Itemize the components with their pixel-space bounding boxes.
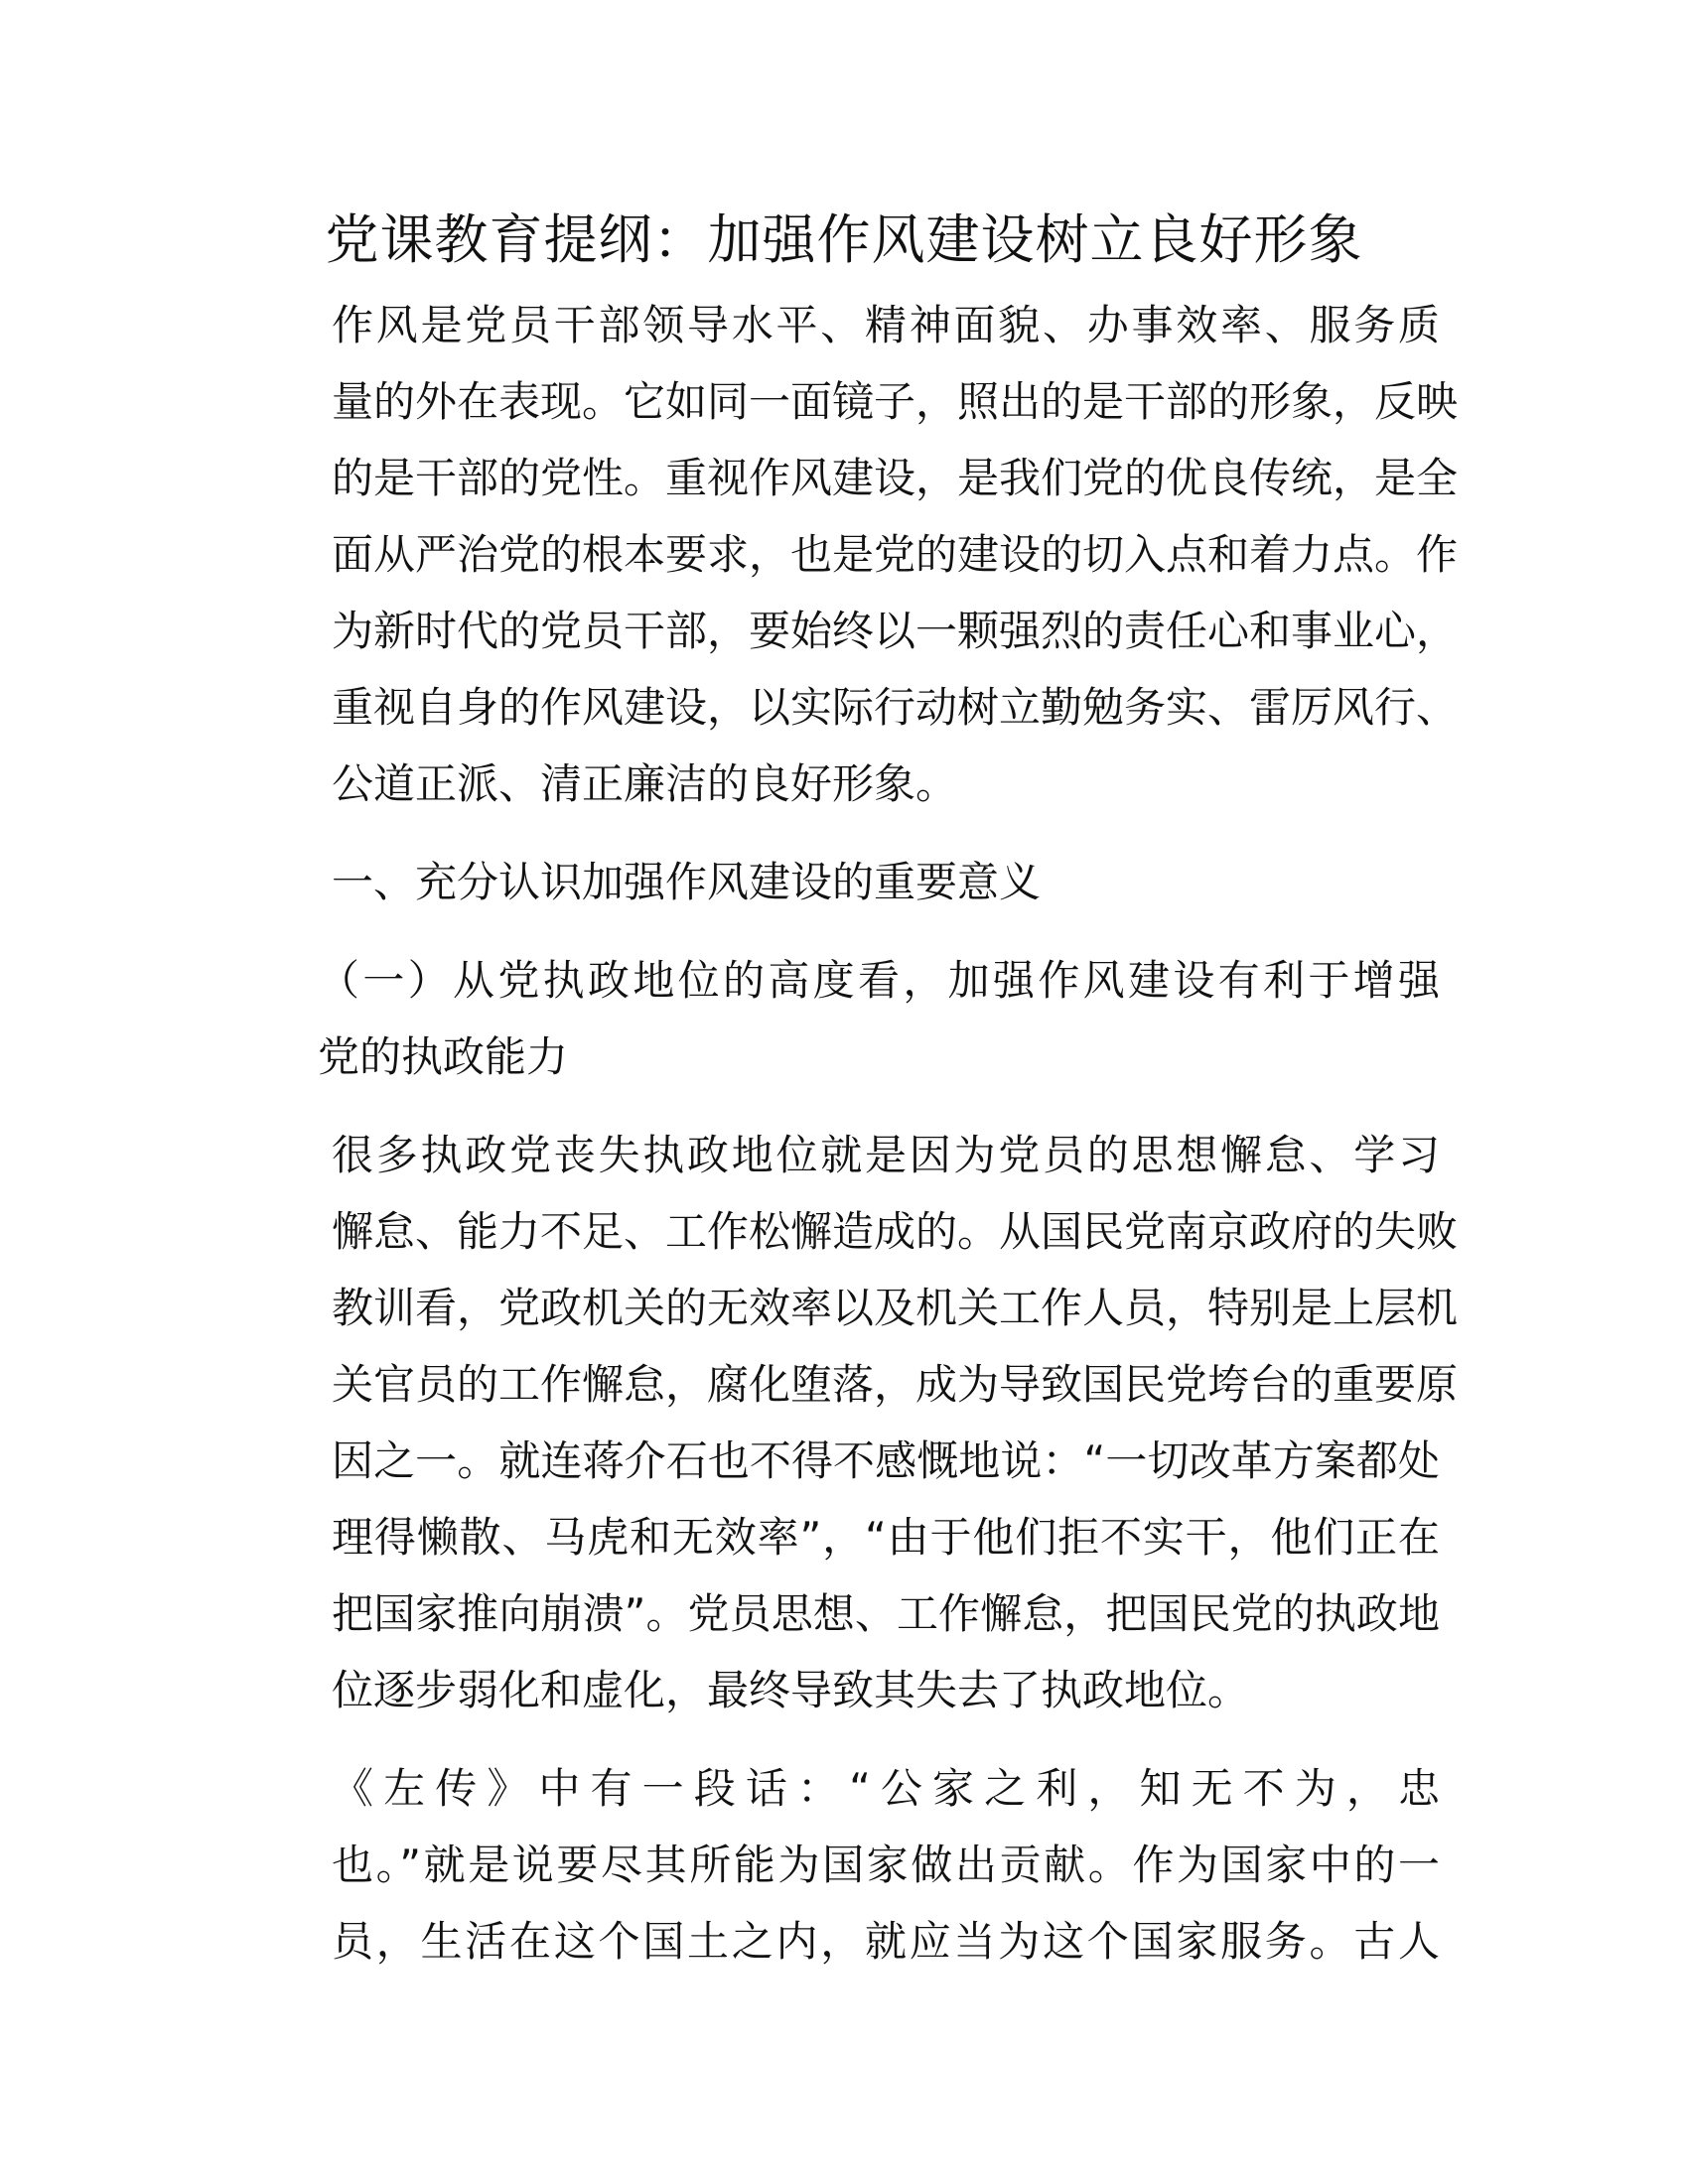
paragraph-line: 把国家推向崩溃”。党员思想、工作懈怠，把国民党的执政地 [332,1589,1440,1638]
paragraph-line: 理得懒散、马虎和无效率”，“由于他们拒不实干，他们正在 [332,1513,1440,1562]
paragraph-line: 教训看，党政机关的无效率以及机关工作人员，特别是上层机 [332,1284,1459,1332]
body-paragraph-1 [248,1117,1459,1728]
document-page [248,204,1459,1979]
paragraph-line: 公道正派、清正廉洁的良好形象。 [332,759,958,808]
paragraph-line: 重视自身的作风建设，以实际行动树立勤勉务实、雷厉风行、 [332,683,1459,732]
paragraph-line: 懈怠、能力不足、工作松懈造成的。从国民党南京政府的失败 [332,1207,1459,1256]
paragraph-line: 也。”就是说要尽其所能为国家做出贡献。作为国家中的一 [332,1841,1440,1889]
paragraph-line: 很多执政党丧失执政地位就是因为党员的思想懈怠、学习 [332,1131,1440,1179]
paragraph-line: 量的外在表现。它如同一面镜子，照出的是干部的形象，反映 [332,377,1459,426]
document-title: 党课教育提纲：加强作风建设树立良好形象 [325,208,1363,271]
section-heading: 一、充分认识加强作风建设的重要意义 [332,858,1042,906]
paragraph-line: 关官员的工作懈怠，腐化堕落，成为导致国民党垮台的重要原 [332,1360,1459,1409]
paragraph-line: 的是干部的党性。重视作风建设，是我们党的优良传统，是全 [332,454,1459,502]
subheading-line: （一）从党执政地位的高度看，加强作风建设有利于增强 [318,956,1440,1005]
paragraph-line: 因之一。就连蒋介石也不得不感慨地说：“一切改革方案都处 [332,1436,1440,1485]
paragraph-line: 位逐步弱化和虚化，最终导致其失去了执政地位。 [332,1666,1250,1714]
body-paragraph-2 [248,1750,1440,1979]
subsection-heading [248,942,1440,1095]
paragraph-line: 面从严治党的根本要求，也是党的建设的切入点和着力点。作 [332,530,1459,579]
paragraph-line: 作风是党员干部领导水平、精神面貌、办事效率、服务质 [332,301,1440,349]
subheading-line: 党的执政能力 [318,1032,569,1081]
paragraph-line: 员，生活在这个国土之内，就应当为这个国家服务。古人 [332,1917,1440,1966]
intro-paragraph [248,287,1459,822]
paragraph-line: 《左传》中有一段话：“公家之利，知无不为，忠 [332,1764,1440,1813]
paragraph-line: 为新时代的党员干部，要始终以一颗强烈的责任心和事业心， [332,607,1459,655]
